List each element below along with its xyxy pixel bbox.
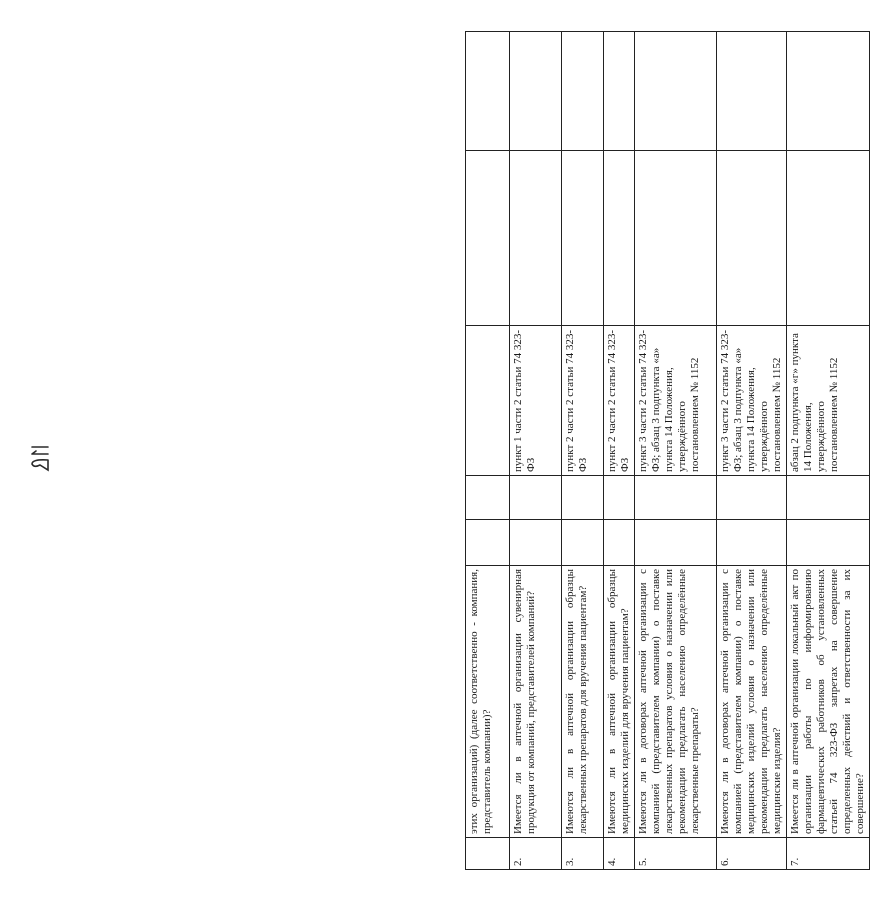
empty-cell <box>604 520 635 566</box>
empty-cell <box>787 151 870 326</box>
legal-basis-cell: пункт 2 части 2 статьи 74 323-ФЗ <box>562 326 604 476</box>
empty-cell <box>717 32 787 151</box>
legal-basis-cell: пункт 2 части 2 статьи 74 323-ФЗ <box>604 326 635 476</box>
row-number: 4. <box>604 838 635 870</box>
handwritten-page-number <box>28 441 52 471</box>
legal-basis-cell: пункт 3 части 2 статьи 74 323-ФЗ; абзац 3 подпункта «а» пункта 14 Положения, утверждённого постановлением № 1152 <box>717 326 787 476</box>
empty-cell <box>787 32 870 151</box>
rotated-table-container <box>465 32 866 870</box>
row-number: 7. <box>787 838 870 870</box>
question-cell: Имеются ли в аптечной организации образцы лекарственных препаратов для вручения пациентам? <box>562 566 604 838</box>
checklist-table <box>465 31 870 870</box>
question-cell: Имеется ли в аптечной организации локальный акт по организации работы по информированию фармацевтических работников об установленных статьей 74 323-ФЗ запретах на совершение определенных действий и ответственности за их совершение? <box>787 566 870 838</box>
empty-cell <box>635 32 717 151</box>
legal-basis-cell <box>466 326 510 476</box>
row-number: 2. <box>510 838 562 870</box>
table-row <box>510 32 562 870</box>
empty-cell <box>466 32 510 151</box>
row-number: 5. <box>635 838 717 870</box>
empty-cell <box>562 520 604 566</box>
empty-cell <box>510 520 562 566</box>
row-number <box>466 838 510 870</box>
empty-cell <box>604 476 635 520</box>
empty-cell <box>717 151 787 326</box>
question-cell: Имеется ли в аптечной организации сувенирная продукция от компаний, представителей компаний? <box>510 566 562 838</box>
legal-basis-cell: абзац 2 подпункта «г» пункта 14 Положения, утверждённого постановлением № 1152 <box>787 326 870 476</box>
empty-cell <box>510 32 562 151</box>
legal-basis-cell: пункт 3 части 2 статьи 74 323-ФЗ; абзац 3 подпункта «а» пункта 14 Положения, утверждённого постановлением № 1152 <box>635 326 717 476</box>
question-cell: Имеются ли в договорах аптечной организации с компанией (представителем компании) о поставке медицинских изделий условия о назначении или рекомендации предлагать населению определённые медицинские изделия? <box>717 566 787 838</box>
table-row <box>562 32 604 870</box>
table-row <box>604 32 635 870</box>
empty-cell <box>562 151 604 326</box>
empty-cell <box>635 476 717 520</box>
question-cell: Имеются ли в договорах аптечной организации с компанией (представителем компании) о поставке лекарственных препаратов условия о назначении или рекомендации предлагать населению определённые лекарственные препараты? <box>635 566 717 838</box>
empty-cell <box>787 476 870 520</box>
legal-basis-cell: пункт 1 части 2 статьи 74 323-ФЗ <box>510 326 562 476</box>
empty-cell <box>604 32 635 151</box>
row-number: 6. <box>717 838 787 870</box>
empty-cell <box>562 476 604 520</box>
table-row <box>466 32 510 870</box>
row-number: 3. <box>562 838 604 870</box>
empty-cell <box>510 151 562 326</box>
question-cell: Имеются ли в аптечной организации образцы медицинских изделий для вручения пациентам? <box>604 566 635 838</box>
empty-cell <box>466 520 510 566</box>
empty-cell <box>510 476 562 520</box>
empty-cell <box>717 520 787 566</box>
empty-cell <box>604 151 635 326</box>
empty-cell <box>787 520 870 566</box>
empty-cell <box>635 151 717 326</box>
empty-cell <box>562 32 604 151</box>
table-row <box>635 32 717 870</box>
empty-cell <box>466 151 510 326</box>
table-row <box>717 32 787 870</box>
table-row <box>787 32 870 870</box>
question-cell: этих организаций) (далее соответственно - компания, представитель компании)? <box>466 566 510 838</box>
empty-cell <box>717 476 787 520</box>
empty-cell <box>466 476 510 520</box>
empty-cell <box>635 520 717 566</box>
